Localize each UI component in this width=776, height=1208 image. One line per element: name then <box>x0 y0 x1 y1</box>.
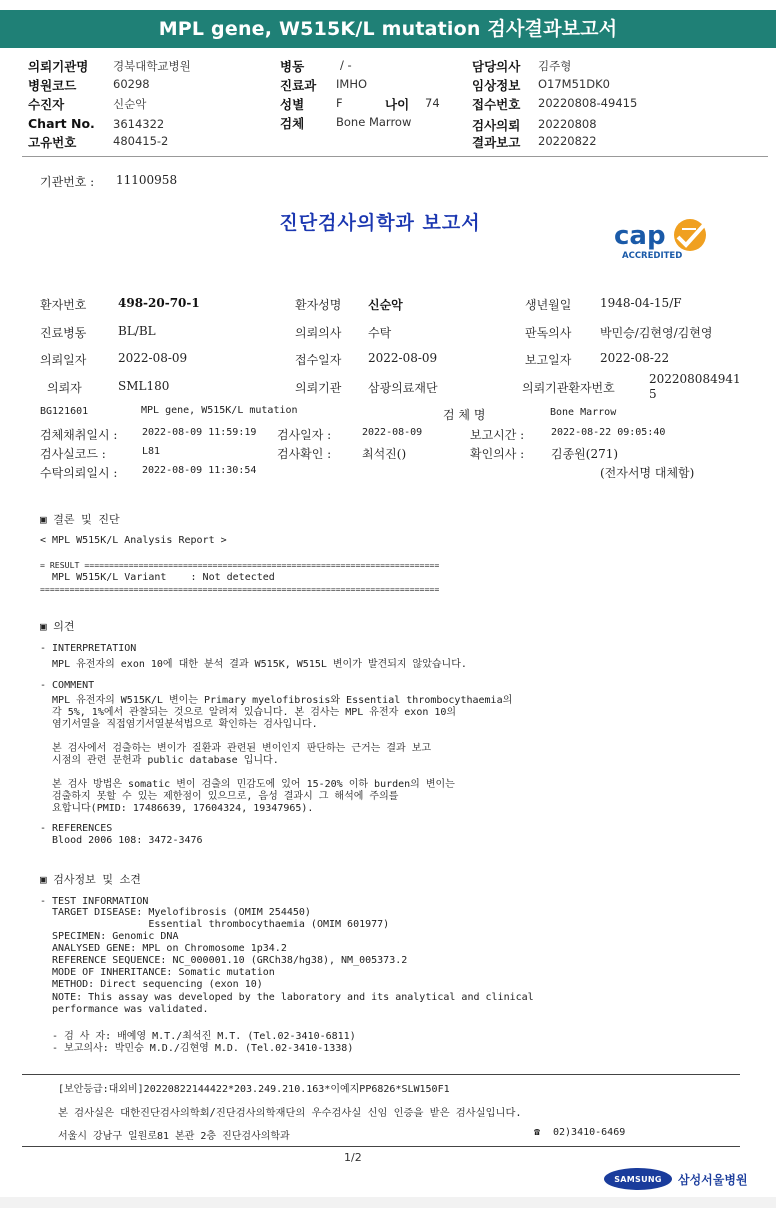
sex-label: 성별 <box>280 97 305 112</box>
unique-label: 고유번호 <box>28 135 77 150</box>
ward-value-2: BL/BL <box>118 324 156 338</box>
hospital-name: 삼성서울병원 <box>678 1172 748 1187</box>
req-doctor-value: 수탁 <box>368 326 392 340</box>
institution-value: 경북대학교병원 <box>113 59 191 73</box>
req-date-value: 2022-08-09 <box>118 351 188 365</box>
clinical-label: 임상정보 <box>472 78 521 93</box>
request-value: 20220808 <box>538 117 597 131</box>
patient-name-label: 환자성명 <box>295 298 342 312</box>
sex-value: F <box>336 96 343 110</box>
footer-divider-bottom <box>22 1146 740 1147</box>
security-line: [보안등급:대외비]20220822144422*203.249.210.163*이예지PP6826*SLW150F1 <box>58 1084 450 1095</box>
opinion-heading: ▣ 의견 <box>40 620 75 633</box>
comment-line: 본 검사에서 검출하는 변이가 질환과 관련된 변이인지 판단하는 근거는 결과 보고 <box>40 743 432 754</box>
references-heading: - REFERENCES <box>40 823 113 834</box>
dept-label: 진료과 <box>280 78 317 93</box>
confirm-value: 최석진() <box>362 447 407 461</box>
age-label: 나이 <box>385 97 410 112</box>
hospital-code-value: 60298 <box>113 77 150 91</box>
receive-label: 수탁의뢰일시 : <box>40 466 118 480</box>
cap-brand: cap <box>614 221 666 251</box>
rep-date-label: 보고일자 <box>525 353 572 367</box>
reading-label: 판독의사 <box>525 326 572 340</box>
comment-line: 각 5%, 1%에서 관찰되는 것으로 알려져 있습니다. 본 검사는 MPL 유전자 exon 10의 <box>40 707 457 718</box>
age-value: 74 <box>425 96 440 110</box>
address-text: 서울시 강남구 일원로81 본관 2층 진단검사의학과 <box>58 1131 290 1142</box>
page-number: 1/2 <box>344 1151 362 1164</box>
req-org-label: 의뢰기관 <box>295 381 342 395</box>
clinical-value: O17M51DK0 <box>538 77 610 91</box>
receipt-value: 20220808-49415 <box>538 96 638 110</box>
confirm-doc-value: 김종원(271) <box>551 447 619 461</box>
specimen-label: 검체 <box>280 116 305 131</box>
req-org-pt-value-1: 202208084941 <box>649 372 741 386</box>
comment-line: 검출하지 못할 수 있는 제한점이 있으므로, 음성 결과시 그 해석에 주의를 <box>40 791 399 802</box>
test-name: MPL gene, W515K/L mutation <box>141 405 298 416</box>
page-bottom-gap <box>0 1197 776 1208</box>
comment-line: 시점의 관련 문헌과 public database 입니다. <box>40 755 279 766</box>
unique-value: 480415-2 <box>113 134 169 148</box>
test-info-line: METHOD: Direct sequencing (exon 10) <box>40 979 263 990</box>
test-info-line: REFERENCE SEQUENCE: NC_000001.10 (GRCh38/hg38), NM_005373.2 <box>40 955 408 966</box>
dept-value: IMHO <box>336 77 368 91</box>
reference-item: Blood 2006 108: 3472-3476 <box>40 835 203 846</box>
telephone-icon: ☎ <box>534 1127 541 1138</box>
result-label: 결과보고 <box>472 135 521 150</box>
req-doctor-label: 의뢰의사 <box>295 326 342 340</box>
reading-value: 박민승/김현영/김현영 <box>600 326 713 340</box>
chart-value: 3614322 <box>113 117 165 131</box>
recipient-value: 신순악 <box>113 97 147 111</box>
result-line-bottom: ================================================================================= <box>40 584 440 594</box>
req-org-pt-label: 의뢰기관환자번호 <box>522 381 615 395</box>
req-date-label: 의뢰일자 <box>40 353 87 367</box>
receipt-label: 접수번호 <box>472 97 521 112</box>
institution-label: 의뢰기관명 <box>28 59 89 74</box>
test-info-line: Essential thrombocythaemia (OMIM 601977) <box>40 919 390 930</box>
collect-label: 검체채취일시 : <box>40 428 118 442</box>
cap-accredited: ACCREDITED <box>622 251 683 261</box>
comment-line: 요합니다(PMID: 17486639, 17604324, 19347965). <box>40 803 314 814</box>
hospital-code-label: 병원코드 <box>28 78 77 93</box>
exam-date-label: 검사일자 : <box>277 428 332 442</box>
patient-no-label: 환자번호 <box>40 298 87 312</box>
confirm-label: 검사확인 : <box>277 447 332 461</box>
test-code: BG121601 <box>40 406 89 417</box>
req-org-pt-value-2: 5 <box>649 387 657 401</box>
lab-code-value: L81 <box>142 446 161 457</box>
test-info-line: ANALYSED GENE: MPL on Chromosome 1p34.2 <box>40 943 287 954</box>
analysis-title: < MPL W515K/L Analysis Report > <box>40 535 227 546</box>
report-time-value: 2022-08-22 09:05:40 <box>551 427 666 438</box>
comment-line: 본 검사 방법은 somatic 변이 검출의 민감도에 있어 15-20% 이하 burden의 변이는 <box>40 779 455 790</box>
test-specimen-label: 검 체 명 <box>443 408 486 422</box>
test-info-line: SPECIMEN: Genomic DNA <box>40 931 179 942</box>
result-value: 20220822 <box>538 134 597 148</box>
collect-value: 2022-08-09 11:59:19 <box>142 427 257 438</box>
test-info-line: TARGET DISEASE: Myelofibrosis (OMIM 254450) <box>40 907 311 918</box>
phone-number: 02)3410-6469 <box>553 1127 626 1138</box>
doctor-label: 담당의사 <box>472 59 521 74</box>
exam-date-value: 2022-08-09 <box>362 427 423 438</box>
cap-accredited-logo <box>612 215 717 265</box>
report-title: 진단검사의학과 보고서 <box>279 212 481 234</box>
birth-value: 1948-04-15/F <box>600 296 682 310</box>
recv-date-value: 2022-08-09 <box>368 351 438 365</box>
org-no-label: 기관번호 : <box>40 175 95 189</box>
receive-value: 2022-08-09 11:30:54 <box>142 465 257 476</box>
summary-divider <box>22 156 768 157</box>
samsung-brand-oval: SAMSUNG <box>604 1168 672 1190</box>
patient-no-value: 498-20-70-1 <box>118 296 200 310</box>
page-header: MPL gene, W515K/L mutation 검사결과보고서 <box>0 10 776 48</box>
confirm-doc-label: 확인의사 : <box>470 447 525 461</box>
comment-line: MPL 유전자의 W515K/L 변이는 Primary myelofibrosis와 Essential thrombocythaemia의 <box>40 695 513 706</box>
birth-label: 생년월일 <box>525 298 572 312</box>
requester-value: SML180 <box>118 379 170 393</box>
requester-label: 의뢰자 <box>47 381 82 395</box>
test-information-heading: - TEST INFORMATION <box>40 896 149 907</box>
staff-reporter: - 보고의사: 박민승 M.D./김현영 M.D. (Tel.02-3410-1338) <box>40 1043 354 1054</box>
test-info-heading: ▣ 검사정보 및 소견 <box>40 873 141 886</box>
conclusion-heading: ▣ 결론 및 진단 <box>40 513 120 526</box>
doctor-value: 김주형 <box>538 59 572 73</box>
test-info-line: NOTE: This assay was developed by the laboratory and its analytical and clinical <box>40 992 534 1003</box>
interpretation-text: MPL 유전자의 exon 10에 대한 분석 결과 W515K, W515L 변이가 발견되지 않았습니다. <box>40 659 467 670</box>
comment-heading: - COMMENT <box>40 680 95 691</box>
test-info-line: performance was validated. <box>40 1004 209 1015</box>
esign-note: (전자서명 대체함) <box>600 466 695 480</box>
req-org-value: 삼광의료재단 <box>368 381 438 395</box>
certification-text: 본 검사실은 대한진단검사의학회/진단검사의학재단의 우수검사실 신임 인증을 받은 검사실입니다. <box>58 1107 522 1119</box>
ward-value: / - <box>340 58 352 72</box>
test-info-line: MODE OF INHERITANCE: Somatic mutation <box>40 967 275 978</box>
ward-label: 병동 <box>280 59 305 74</box>
ward-label-2: 진료병동 <box>40 326 87 340</box>
specimen-value: Bone Marrow <box>336 115 412 129</box>
patient-name-value: 신순악 <box>368 298 403 312</box>
recv-date-label: 접수일자 <box>295 353 342 367</box>
footer-divider-top <box>22 1074 740 1075</box>
interpretation-heading: - INTERPRETATION <box>40 643 137 654</box>
result-variant-line: MPL W515K/L Variant : Not detected <box>40 572 275 583</box>
org-no-value: 11100958 <box>116 173 178 187</box>
samsung-hospital-logo <box>604 1167 748 1191</box>
chart-label: Chart No. <box>28 116 95 131</box>
request-label: 검사의뢰 <box>472 118 521 133</box>
report-time-label: 보고시간 : <box>470 428 525 442</box>
result-line-top: = RESULT ======================================================================== <box>40 560 440 570</box>
test-specimen-value: Bone Marrow <box>550 407 617 418</box>
lab-code-label: 검사실코드 : <box>40 447 106 461</box>
staff-tester: - 검 사 자: 배예영 M.T./최석진 M.T. (Tel.02-3410-6811) <box>40 1031 356 1042</box>
comment-line: 염기서열을 직접염기서열분석법으로 확인하는 검사입니다. <box>40 719 318 730</box>
rep-date-value: 2022-08-22 <box>600 351 670 365</box>
recipient-label: 수진자 <box>28 97 65 112</box>
